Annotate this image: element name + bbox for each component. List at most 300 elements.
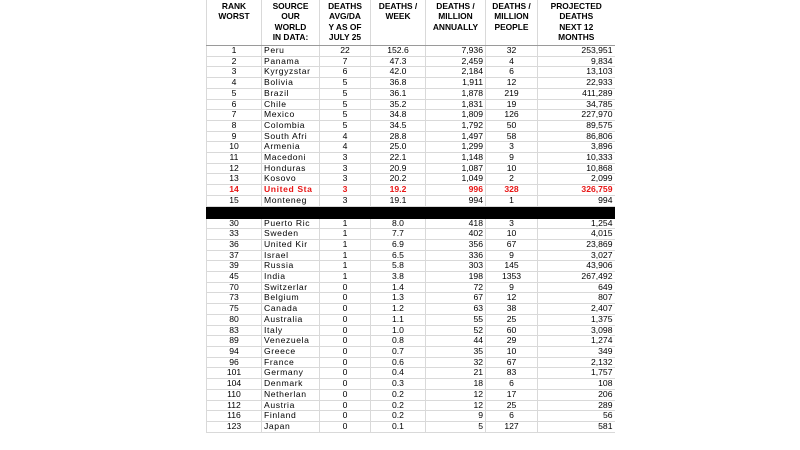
deaths-week-cell: 1.4 xyxy=(371,282,426,293)
deaths-million-annually-cell: 994 xyxy=(426,195,486,206)
country-cell: United Sta xyxy=(262,185,320,196)
header-line: SOURCE xyxy=(272,1,309,11)
country-cell: United Kir xyxy=(262,239,320,250)
projected-deaths-cell: 4,015 xyxy=(538,229,615,240)
deaths-avg-day-cell: 1 xyxy=(320,261,371,272)
deaths-week-cell: 0.2 xyxy=(371,400,426,411)
projected-deaths-cell: 10,868 xyxy=(538,163,615,174)
table-row xyxy=(207,110,615,121)
table-row xyxy=(207,368,615,379)
projected-deaths-cell: 253,951 xyxy=(538,46,615,57)
deaths-million-people-cell: 9 xyxy=(486,250,538,261)
country-cell: Greece xyxy=(262,346,320,357)
deaths-week-cell: 47.3 xyxy=(371,56,426,67)
table-row xyxy=(207,142,615,153)
projected-deaths-cell: 43,906 xyxy=(538,261,615,272)
rank-cell: 13 xyxy=(207,174,262,185)
country-cell: Australia xyxy=(262,314,320,325)
rank-cell: 73 xyxy=(207,293,262,304)
projected-deaths-cell: 2,099 xyxy=(538,174,615,185)
deaths-million-annually-cell: 5 xyxy=(426,421,486,432)
deaths-avg-day-cell: 1 xyxy=(320,250,371,261)
rank-cell: 39 xyxy=(207,261,262,272)
rank-cell: 112 xyxy=(207,400,262,411)
deaths-avg-day-cell: 5 xyxy=(320,78,371,89)
header-deaths-week xyxy=(371,0,426,46)
deaths-week-cell: 3.8 xyxy=(371,272,426,283)
table-row xyxy=(207,99,615,110)
country-cell: Russia xyxy=(262,261,320,272)
rank-cell: 8 xyxy=(207,120,262,131)
deaths-million-annually-cell: 55 xyxy=(426,314,486,325)
deaths-million-people-cell: 6 xyxy=(486,411,538,422)
deaths-million-annually-cell: 1,809 xyxy=(426,110,486,121)
table-row xyxy=(207,229,615,240)
projected-deaths-cell: 3,098 xyxy=(538,325,615,336)
deaths-week-cell: 42.0 xyxy=(371,67,426,78)
deaths-million-annually-cell: 356 xyxy=(426,239,486,250)
deaths-avg-day-cell: 0 xyxy=(320,325,371,336)
deaths-million-people-cell: 25 xyxy=(486,314,538,325)
country-cell: Panama xyxy=(262,56,320,67)
projected-deaths-cell: 1,757 xyxy=(538,368,615,379)
deaths-million-annually-cell: 418 xyxy=(426,218,486,229)
projected-deaths-cell: 89,575 xyxy=(538,120,615,131)
projected-deaths-cell: 56 xyxy=(538,411,615,422)
table-row xyxy=(207,88,615,99)
deaths-avg-day-cell: 22 xyxy=(320,46,371,57)
deaths-avg-day-cell: 1 xyxy=(320,272,371,283)
country-cell: Denmark xyxy=(262,379,320,390)
table-row xyxy=(207,153,615,164)
country-cell: Brazil xyxy=(262,88,320,99)
rank-cell: 89 xyxy=(207,336,262,347)
table-row xyxy=(207,185,615,196)
rank-cell: 33 xyxy=(207,229,262,240)
rank-cell: 96 xyxy=(207,357,262,368)
deaths-avg-day-cell: 0 xyxy=(320,336,371,347)
country-cell: Bolivia xyxy=(262,78,320,89)
country-cell: Sweden xyxy=(262,229,320,240)
deaths-week-cell: 6.9 xyxy=(371,239,426,250)
deaths-million-people-cell: 10 xyxy=(486,229,538,240)
deaths-avg-day-cell: 0 xyxy=(320,357,371,368)
deaths-week-cell: 7.7 xyxy=(371,229,426,240)
projected-deaths-cell: 108 xyxy=(538,379,615,390)
projected-deaths-cell: 581 xyxy=(538,421,615,432)
deaths-million-people-cell: 29 xyxy=(486,336,538,347)
deaths-week-cell: 0.2 xyxy=(371,389,426,400)
deaths-million-annually-cell: 18 xyxy=(426,379,486,390)
projected-deaths-cell: 289 xyxy=(538,400,615,411)
deaths-million-people-cell: 1 xyxy=(486,195,538,206)
deaths-million-people-cell: 9 xyxy=(486,153,538,164)
table-row xyxy=(207,325,615,336)
deaths-avg-day-cell: 1 xyxy=(320,218,371,229)
header-line: Y AS OF xyxy=(328,21,362,32)
table-row xyxy=(207,46,615,57)
country-cell: Kyrgyzstar xyxy=(262,67,320,78)
deaths-avg-day-cell: 0 xyxy=(320,346,371,357)
table-row xyxy=(207,239,615,250)
table-row xyxy=(207,357,615,368)
deaths-million-annually-cell: 1,049 xyxy=(426,174,486,185)
header-source xyxy=(262,0,320,46)
header-projected-deaths xyxy=(538,0,615,46)
header-line: DEATHS xyxy=(328,1,362,11)
deaths-million-people-cell: 126 xyxy=(486,110,538,121)
deaths-million-people-cell: 145 xyxy=(486,261,538,272)
rank-cell: 70 xyxy=(207,282,262,293)
deaths-million-annually-cell: 1,792 xyxy=(426,120,486,131)
rank-cell: 116 xyxy=(207,411,262,422)
country-cell: Israel xyxy=(262,250,320,261)
rank-cell: 36 xyxy=(207,239,262,250)
deaths-avg-day-cell: 0 xyxy=(320,314,371,325)
header-line: DEATHS / xyxy=(378,1,418,11)
deaths-week-cell: 25.0 xyxy=(371,142,426,153)
deaths-million-people-cell: 1353 xyxy=(486,272,538,283)
projected-deaths-cell: 3,896 xyxy=(538,142,615,153)
deaths-million-annually-cell: 12 xyxy=(426,400,486,411)
deaths-million-annually-cell: 996 xyxy=(426,185,486,196)
deaths-million-people-cell: 9 xyxy=(486,282,538,293)
deaths-avg-day-cell: 3 xyxy=(320,174,371,185)
country-cell: India xyxy=(262,272,320,283)
rank-cell: 15 xyxy=(207,195,262,206)
deaths-million-people-cell: 17 xyxy=(486,389,538,400)
deaths-million-people-cell: 10 xyxy=(486,163,538,174)
country-cell: Italy xyxy=(262,325,320,336)
separator-cell xyxy=(207,206,615,218)
deaths-million-people-cell: 19 xyxy=(486,99,538,110)
table-row xyxy=(207,67,615,78)
deaths-million-people-cell: 4 xyxy=(486,56,538,67)
country-cell: Honduras xyxy=(262,163,320,174)
deaths-million-annually-cell: 1,087 xyxy=(426,163,486,174)
deaths-week-cell: 0.1 xyxy=(371,421,426,432)
table-row xyxy=(207,411,615,422)
rank-cell: 3 xyxy=(207,67,262,78)
header-line: NEXT 12 xyxy=(559,21,594,32)
header-line: MONTHS xyxy=(558,32,595,43)
header-line: MILLION xyxy=(438,11,473,22)
deaths-week-cell: 19.2 xyxy=(371,185,426,196)
country-cell: Peru xyxy=(262,46,320,57)
deaths-week-cell: 20.9 xyxy=(371,163,426,174)
projected-deaths-cell: 206 xyxy=(538,389,615,400)
table-row xyxy=(207,293,615,304)
header-line: DEATHS / xyxy=(436,1,475,11)
projected-deaths-cell: 86,806 xyxy=(538,131,615,142)
deaths-avg-day-cell: 5 xyxy=(320,99,371,110)
deaths-avg-day-cell: 7 xyxy=(320,56,371,67)
deaths-week-cell: 6.5 xyxy=(371,250,426,261)
header-line: AVG/DA xyxy=(329,11,361,22)
table-row xyxy=(207,379,615,390)
header-line: WORLD xyxy=(274,21,307,32)
deaths-million-people-cell: 25 xyxy=(486,400,538,411)
rank-cell: 123 xyxy=(207,421,262,432)
country-cell: Belgium xyxy=(262,293,320,304)
deaths-million-people-cell: 12 xyxy=(486,293,538,304)
deaths-million-annually-cell: 9 xyxy=(426,411,486,422)
rank-cell: 11 xyxy=(207,153,262,164)
deaths-million-people-cell: 328 xyxy=(486,185,538,196)
country-cell: Puerto Ric xyxy=(262,218,320,229)
deaths-million-people-cell: 3 xyxy=(486,142,538,153)
deaths-week-cell: 0.8 xyxy=(371,336,426,347)
deaths-week-cell: 0.3 xyxy=(371,379,426,390)
rank-cell: 9 xyxy=(207,131,262,142)
deaths-million-people-cell: 58 xyxy=(486,131,538,142)
deaths-million-people-cell: 50 xyxy=(486,120,538,131)
deaths-million-people-cell: 60 xyxy=(486,325,538,336)
rank-cell: 2 xyxy=(207,56,262,67)
table-body xyxy=(207,46,615,433)
deaths-avg-day-cell: 5 xyxy=(320,120,371,131)
rank-cell: 7 xyxy=(207,110,262,121)
deaths-million-annually-cell: 198 xyxy=(426,272,486,283)
country-cell: Austria xyxy=(262,400,320,411)
deaths-avg-day-cell: 5 xyxy=(320,110,371,121)
header-line: DEATHS / xyxy=(492,1,531,11)
deaths-week-cell: 0.4 xyxy=(371,368,426,379)
header-line: WEEK xyxy=(385,11,411,22)
projected-deaths-cell: 9,834 xyxy=(538,56,615,67)
projected-deaths-cell: 3,027 xyxy=(538,250,615,261)
country-cell: Colombia xyxy=(262,120,320,131)
deaths-avg-day-cell: 0 xyxy=(320,368,371,379)
header-line: MILLION xyxy=(494,11,529,22)
rank-cell: 104 xyxy=(207,379,262,390)
header-line: OUR xyxy=(281,11,300,22)
rank-cell: 6 xyxy=(207,99,262,110)
projected-deaths-cell: 994 xyxy=(538,195,615,206)
deaths-million-annually-cell: 72 xyxy=(426,282,486,293)
deaths-avg-day-cell: 0 xyxy=(320,421,371,432)
deaths-avg-day-cell: 0 xyxy=(320,379,371,390)
table-row xyxy=(207,389,615,400)
deaths-avg-day-cell: 0 xyxy=(320,411,371,422)
projected-deaths-cell: 227,970 xyxy=(538,110,615,121)
projected-deaths-cell: 326,759 xyxy=(538,185,615,196)
deaths-million-annually-cell: 52 xyxy=(426,325,486,336)
table-row xyxy=(207,400,615,411)
deaths-million-annually-cell: 1,148 xyxy=(426,153,486,164)
table-row xyxy=(207,336,615,347)
header-deaths-million-people xyxy=(486,0,538,46)
deaths-week-cell: 8.0 xyxy=(371,218,426,229)
header-line: IN DATA: xyxy=(272,32,309,43)
deaths-million-people-cell: 219 xyxy=(486,88,538,99)
rank-cell: 37 xyxy=(207,250,262,261)
rank-cell: 45 xyxy=(207,272,262,283)
deaths-million-annually-cell: 35 xyxy=(426,346,486,357)
deaths-million-people-cell: 10 xyxy=(486,346,538,357)
country-cell: Armenia xyxy=(262,142,320,153)
table-row xyxy=(207,56,615,67)
deaths-week-cell: 28.8 xyxy=(371,131,426,142)
deaths-avg-day-cell: 0 xyxy=(320,304,371,315)
black-separator-bar xyxy=(207,206,615,218)
deaths-million-annually-cell: 1,497 xyxy=(426,131,486,142)
deaths-week-cell: 35.2 xyxy=(371,99,426,110)
header-deaths-million-annually xyxy=(426,0,486,46)
deaths-million-annually-cell: 7,936 xyxy=(426,46,486,57)
country-cell: South Afri xyxy=(262,131,320,142)
rank-cell: 10 xyxy=(207,142,262,153)
country-cell: Monteneg xyxy=(262,195,320,206)
deaths-million-people-cell: 67 xyxy=(486,239,538,250)
projected-deaths-cell: 1,254 xyxy=(538,218,615,229)
table-row xyxy=(207,195,615,206)
country-cell: Japan xyxy=(262,421,320,432)
country-cell: Macedoni xyxy=(262,153,320,164)
deaths-week-cell: 19.1 xyxy=(371,195,426,206)
deaths-avg-day-cell: 0 xyxy=(320,293,371,304)
projected-deaths-cell: 22,933 xyxy=(538,78,615,89)
deaths-million-annually-cell: 2,459 xyxy=(426,56,486,67)
deaths-million-annually-cell: 67 xyxy=(426,293,486,304)
deaths-million-people-cell: 32 xyxy=(486,46,538,57)
table-row xyxy=(207,346,615,357)
deaths-million-annually-cell: 1,878 xyxy=(426,88,486,99)
deaths-week-cell: 0.6 xyxy=(371,357,426,368)
deaths-avg-day-cell: 4 xyxy=(320,131,371,142)
table-row xyxy=(207,250,615,261)
rank-cell: 4 xyxy=(207,78,262,89)
deaths-million-annually-cell: 336 xyxy=(426,250,486,261)
deaths-avg-day-cell: 6 xyxy=(320,67,371,78)
deaths-avg-day-cell: 1 xyxy=(320,239,371,250)
deaths-million-annually-cell: 1,299 xyxy=(426,142,486,153)
deaths-avg-day-cell: 0 xyxy=(320,282,371,293)
deaths-week-cell: 36.1 xyxy=(371,88,426,99)
rank-cell: 5 xyxy=(207,88,262,99)
country-cell: Finland xyxy=(262,411,320,422)
projected-deaths-cell: 807 xyxy=(538,293,615,304)
rank-cell: 110 xyxy=(207,389,262,400)
deaths-week-cell: 1.2 xyxy=(371,304,426,315)
deaths-million-people-cell: 127 xyxy=(486,421,538,432)
deaths-million-annually-cell: 303 xyxy=(426,261,486,272)
deaths-million-people-cell: 83 xyxy=(486,368,538,379)
deaths-week-cell: 1.1 xyxy=(371,314,426,325)
country-cell: Venezuela xyxy=(262,336,320,347)
deaths-million-annually-cell: 63 xyxy=(426,304,486,315)
deaths-avg-day-cell: 0 xyxy=(320,400,371,411)
deaths-avg-day-cell: 3 xyxy=(320,195,371,206)
covid-deaths-table xyxy=(206,0,615,433)
rank-cell: 12 xyxy=(207,163,262,174)
deaths-week-cell: 22.1 xyxy=(371,153,426,164)
rank-cell: 75 xyxy=(207,304,262,315)
deaths-week-cell: 20.2 xyxy=(371,174,426,185)
header-line: DEATHS xyxy=(559,11,594,22)
table-row xyxy=(207,131,615,142)
deaths-million-people-cell: 3 xyxy=(486,218,538,229)
deaths-avg-day-cell: 3 xyxy=(320,163,371,174)
projected-deaths-cell: 1,375 xyxy=(538,314,615,325)
deaths-week-cell: 36.8 xyxy=(371,78,426,89)
country-cell: Switzerlar xyxy=(262,282,320,293)
table-row xyxy=(207,218,615,229)
deaths-million-annually-cell: 2,184 xyxy=(426,67,486,78)
projected-deaths-cell: 10,333 xyxy=(538,153,615,164)
deaths-million-annually-cell: 402 xyxy=(426,229,486,240)
deaths-million-people-cell: 12 xyxy=(486,78,538,89)
table-row xyxy=(207,421,615,432)
header-line: JULY 25 xyxy=(328,32,362,43)
deaths-million-people-cell: 6 xyxy=(486,379,538,390)
deaths-week-cell: 5.8 xyxy=(371,261,426,272)
country-cell: Germany xyxy=(262,368,320,379)
projected-deaths-cell: 13,103 xyxy=(538,67,615,78)
table-row xyxy=(207,282,615,293)
rank-cell: 80 xyxy=(207,314,262,325)
deaths-million-annually-cell: 44 xyxy=(426,336,486,347)
rank-cell: 14 xyxy=(207,185,262,196)
covid-deaths-table-sheet xyxy=(206,0,614,450)
deaths-million-annually-cell: 1,831 xyxy=(426,99,486,110)
projected-deaths-cell: 349 xyxy=(538,346,615,357)
deaths-avg-day-cell: 3 xyxy=(320,153,371,164)
projected-deaths-cell: 267,492 xyxy=(538,272,615,283)
deaths-million-people-cell: 67 xyxy=(486,357,538,368)
header-line: WORST xyxy=(218,11,250,22)
table-row xyxy=(207,304,615,315)
rank-cell: 94 xyxy=(207,346,262,357)
header-rank xyxy=(207,0,262,46)
deaths-week-cell: 152.6 xyxy=(371,46,426,57)
deaths-week-cell: 1.3 xyxy=(371,293,426,304)
projected-deaths-cell: 2,132 xyxy=(538,357,615,368)
projected-deaths-cell: 2,407 xyxy=(538,304,615,315)
table-row xyxy=(207,314,615,325)
table-row xyxy=(207,261,615,272)
deaths-avg-day-cell: 1 xyxy=(320,229,371,240)
projected-deaths-cell: 23,869 xyxy=(538,239,615,250)
rank-cell: 83 xyxy=(207,325,262,336)
projected-deaths-cell: 34,785 xyxy=(538,99,615,110)
table-row xyxy=(207,163,615,174)
header-line: PROJECTED xyxy=(550,1,602,11)
country-cell: Kosovo xyxy=(262,174,320,185)
deaths-avg-day-cell: 3 xyxy=(320,185,371,196)
deaths-avg-day-cell: 0 xyxy=(320,389,371,400)
deaths-week-cell: 0.2 xyxy=(371,411,426,422)
header-line: ANNUALLY xyxy=(432,21,479,32)
deaths-week-cell: 34.5 xyxy=(371,120,426,131)
country-cell: Netherlan xyxy=(262,389,320,400)
header-row xyxy=(207,0,615,46)
deaths-avg-day-cell: 4 xyxy=(320,142,371,153)
header-deaths-avg-day xyxy=(320,0,371,46)
deaths-million-annually-cell: 12 xyxy=(426,389,486,400)
deaths-week-cell: 1.0 xyxy=(371,325,426,336)
rank-cell: 101 xyxy=(207,368,262,379)
table-row xyxy=(207,78,615,89)
table-row xyxy=(207,272,615,283)
country-cell: Canada xyxy=(262,304,320,315)
deaths-million-annually-cell: 32 xyxy=(426,357,486,368)
header-line: PEOPLE xyxy=(494,21,529,32)
deaths-million-annually-cell: 1,911 xyxy=(426,78,486,89)
rank-cell: 30 xyxy=(207,218,262,229)
deaths-million-people-cell: 6 xyxy=(486,67,538,78)
rank-cell: 1 xyxy=(207,46,262,57)
